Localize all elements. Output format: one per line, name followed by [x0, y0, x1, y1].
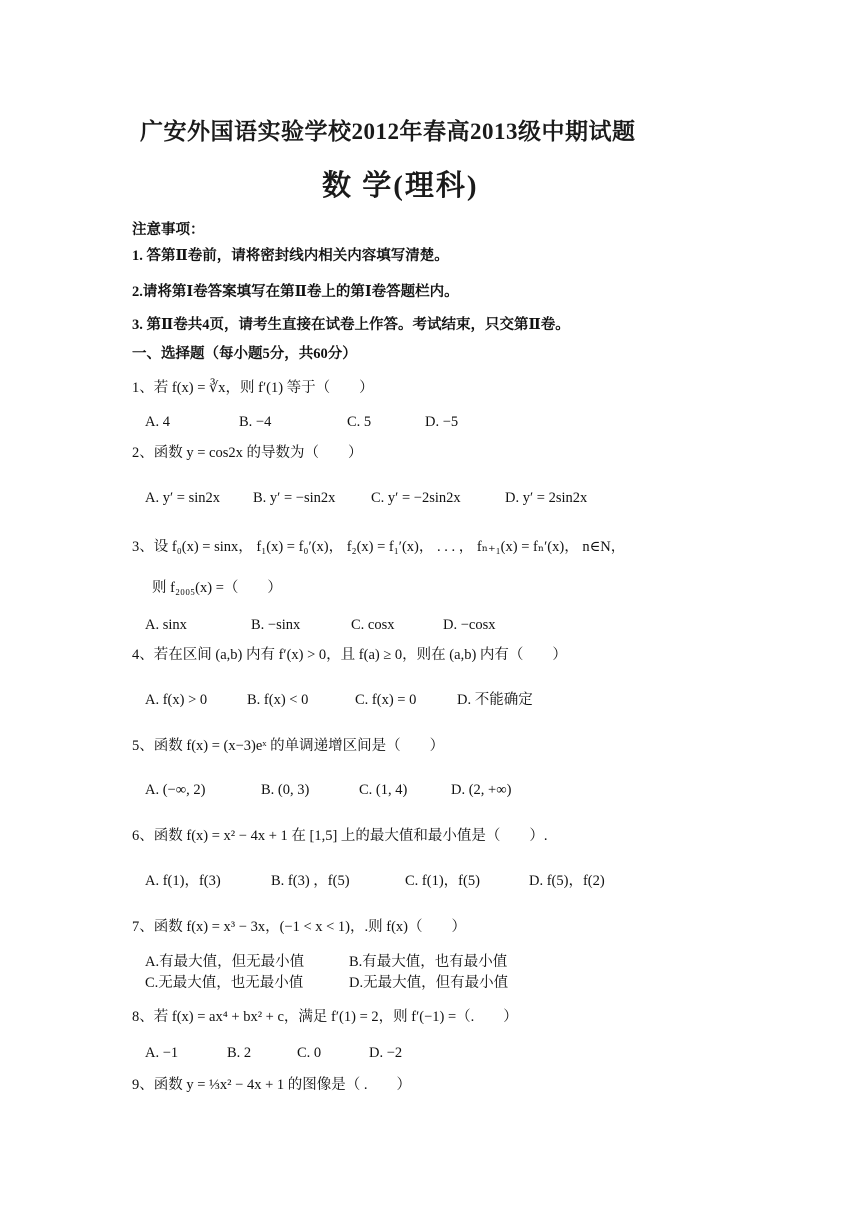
option-c: C. f(1)，f(5)	[405, 873, 480, 889]
option-d: D. −5	[425, 414, 459, 430]
option-a: A. (−∞, 2)	[145, 782, 206, 798]
option-a: A.有最大值，但无最小值	[145, 954, 305, 970]
option-b: B. f(3) ，f(5)	[271, 873, 350, 889]
question-stem: 6、函数 f(x) = x² − 4x + 1 在 [1,5] 上的最大值和最小值是（ ）.	[132, 828, 548, 844]
option-d: D.无最大值，但有最小值	[349, 975, 509, 991]
option-d: D. −cosx	[443, 617, 496, 633]
option-b: B. f(x) < 0	[247, 692, 309, 708]
exam-title: 广安外国语实验学校2012年春高2013级中期试题	[140, 119, 636, 144]
question-stem: 8、若 f(x) = ax⁴ + bx² + c，满足 f′(1) = 2，则 f′(−1) =（. ）	[132, 1009, 518, 1025]
question-stem: 7、函数 f(x) = x³ − 3x，(−1 < x < 1)，.则 f(x)（ ）	[132, 919, 466, 935]
question-options-row	[145, 973, 508, 993]
option-d: D. 不能确定	[457, 692, 533, 708]
question-options	[145, 615, 495, 635]
option-a: A. −1	[145, 1045, 179, 1061]
question-options	[145, 780, 511, 800]
option-b: B. y′ = −sin2x	[253, 490, 336, 506]
section-heading: 一、选择题（每小题5分，共60分）	[132, 346, 357, 362]
option-c: C. f(x) = 0	[355, 692, 417, 708]
question-options	[145, 690, 533, 710]
question-stem: 4、若在区间 (a,b) 内有 f′(x) > 0，且 f(a) ≥ 0，则在 (a,b) 内有（ ）	[132, 647, 567, 663]
option-d: D. −2	[369, 1045, 403, 1061]
option-c: C. cosx	[351, 617, 395, 633]
question-stem: 5、函数 f(x) = (x−3)eˣ 的单调递增区间是（ ）	[132, 738, 445, 754]
question-stem: 9、函数 y = ⅓x² − 4x + 1 的图像是（ . ）	[132, 1077, 412, 1093]
option-d: D. f(5)，f(2)	[529, 873, 605, 889]
question-stem: 3、设 f₀(x) = sinx， f₁(x) = f₀′(x)， f₂(x) = f₁′(x)， . . . ， fₙ₊₁(x) = fₙ′(x)， n∈N，	[132, 539, 626, 555]
option-d: D. y′ = 2sin2x	[505, 490, 588, 506]
option-a: A. f(x) > 0	[145, 692, 208, 708]
question-options-row	[145, 952, 507, 972]
option-d: D. (2, +∞)	[451, 782, 512, 798]
option-c: C. (1, 4)	[359, 782, 408, 798]
option-a: A. 4	[145, 414, 170, 430]
option-b: B. −4	[239, 414, 272, 430]
question-options	[145, 488, 587, 508]
question-stem: 2、函数 y = cos2x 的导数为（ ）	[132, 445, 363, 461]
option-a: A. f(1)，f(3)	[145, 873, 221, 889]
option-b: B. −sinx	[251, 617, 301, 633]
question-stem: 1、若 f(x) = ∛x，则 f′(1) 等于（ ）	[132, 380, 374, 396]
notes-heading: 注意事项：	[132, 222, 205, 238]
question-options	[145, 1043, 402, 1063]
option-c: C. 0	[297, 1045, 322, 1061]
question-options	[145, 412, 458, 432]
note-item: 3. 第Ⅱ卷共4页，请考生直接在试卷上作答。考试结束，只交第Ⅱ卷。	[132, 317, 570, 333]
option-b: B. (0, 3)	[261, 782, 310, 798]
option-a: A. y′ = sin2x	[145, 490, 220, 506]
option-b: B.有最大值，也有最小值	[349, 954, 508, 970]
option-c: C. y′ = −2sin2x	[371, 490, 461, 506]
note-item: 2.请将第Ⅰ卷答案填写在第Ⅱ卷上的第Ⅰ卷答题栏内。	[132, 284, 459, 300]
option-b: B. 2	[227, 1045, 252, 1061]
subject-title: 数 学(理科)	[322, 170, 479, 202]
question-stem-continued: 则 f₂₀₀₅(x) =（ ）	[152, 580, 282, 596]
option-a: A. sinx	[145, 617, 187, 633]
note-item: 1. 答第Ⅱ卷前，请将密封线内相关内容填写清楚。	[132, 248, 449, 264]
option-c: C.无最大值，也无最小值	[145, 975, 304, 991]
option-c: C. 5	[347, 414, 372, 430]
question-options	[145, 871, 605, 891]
